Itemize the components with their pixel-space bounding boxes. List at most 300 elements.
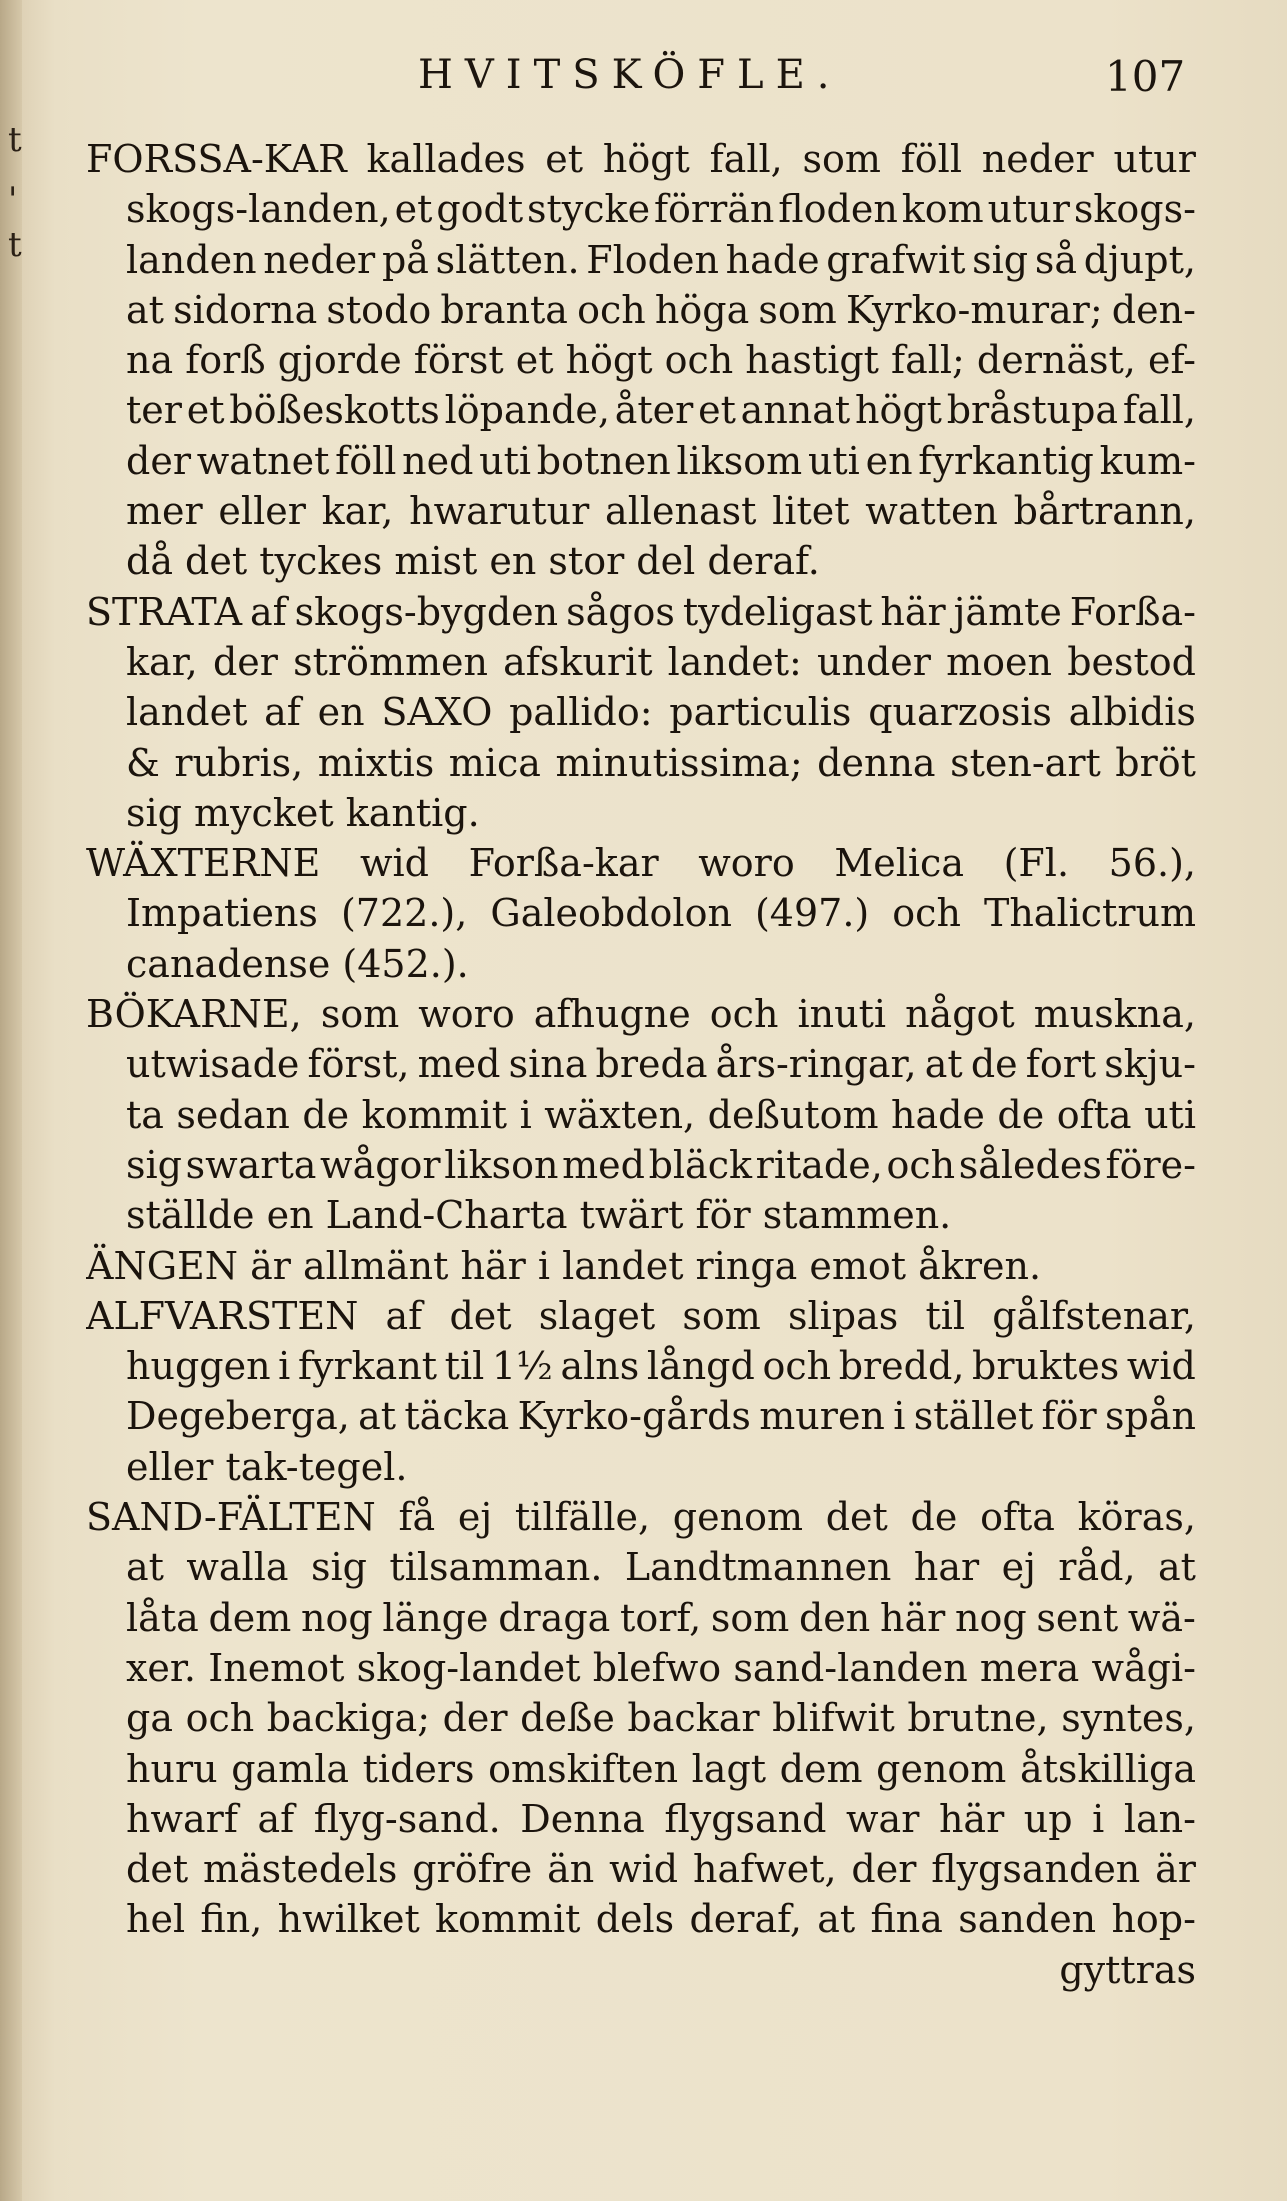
text-line (86, 687, 1196, 737)
word: STRATA (86, 589, 243, 634)
word: neder (981, 137, 1094, 181)
word: pallido: (509, 690, 653, 735)
word: ef- (1147, 338, 1196, 383)
word: kommit (435, 1897, 581, 1942)
word: tiders (362, 1746, 475, 1791)
word: utwisade (126, 1042, 300, 1087)
word: de (302, 1092, 350, 1137)
word: afskurit (503, 639, 653, 684)
word: der (212, 639, 278, 684)
word: ofta (1056, 1092, 1132, 1137)
word: gålfstenar, (992, 1293, 1196, 1338)
text-line (86, 1693, 1196, 1743)
word: sågos (566, 589, 675, 634)
text-line (86, 1341, 1196, 1391)
word: mästedels (202, 1847, 398, 1892)
word: högt (565, 338, 653, 383)
word: den (798, 1595, 871, 1640)
word: watnet (196, 438, 330, 483)
word: ned (402, 438, 474, 483)
word: WÄXTERNE (86, 841, 321, 886)
page-gutter (0, 0, 22, 2201)
word: deße (520, 1696, 615, 1741)
word: til (925, 1293, 966, 1338)
word: FORSSA-KAR (86, 137, 347, 181)
word: bredd, (838, 1344, 965, 1389)
word: de (970, 1042, 1018, 1087)
word: här (879, 1595, 946, 1640)
word: här (880, 589, 946, 634)
word: nog (954, 1595, 1027, 1640)
text-line (86, 1945, 1196, 1995)
word: lan- (1123, 1796, 1196, 1841)
word: breda (595, 1042, 708, 1087)
word: Galeobdolon (490, 891, 732, 936)
word: låta (126, 1595, 199, 1640)
word: Inemot (208, 1645, 345, 1690)
word: fyrkant (297, 1344, 438, 1389)
word: af (264, 690, 301, 735)
word: nog (301, 1595, 373, 1640)
word: sig (310, 1545, 367, 1590)
word: dem (208, 1595, 292, 1640)
text-line (86, 1241, 1196, 1291)
word: fort (1025, 1042, 1097, 1087)
word: bråstupa (946, 388, 1119, 433)
word: stodo (326, 287, 432, 332)
word: alns (560, 1344, 640, 1389)
word: et (545, 137, 584, 181)
word: wågor (320, 1142, 441, 1187)
text-line (86, 1291, 1196, 1341)
word: syntes, (1061, 1696, 1196, 1741)
word: ej (457, 1495, 493, 1540)
word: stället (913, 1394, 1034, 1439)
text-line (86, 989, 1196, 1039)
word: långd (646, 1344, 755, 1389)
catchword: gyttras (1059, 1947, 1196, 1992)
line-text: eller tak-tegel. (126, 1444, 408, 1489)
word: gamla (231, 1746, 350, 1791)
word: war (846, 1796, 920, 1841)
word: albidis (1068, 690, 1196, 735)
word: wä- (1127, 1595, 1196, 1640)
word: ritade, (755, 1142, 883, 1187)
word: annat (740, 388, 851, 433)
word: stycke (527, 187, 651, 232)
word: hwilket (277, 1897, 420, 1942)
word: BÖKARNE, (86, 992, 302, 1037)
word: at (1157, 1545, 1196, 1590)
word: (722.), (340, 891, 468, 936)
word: kallades (366, 137, 526, 181)
word: quarzosis (868, 690, 1052, 735)
page-header (0, 52, 1287, 112)
word: wäxten, (544, 1092, 696, 1137)
word: Kyrko-murar; (846, 287, 1103, 332)
line-text: ställde en Land-Charta twärt för stammen. (126, 1193, 952, 1238)
word: så (1034, 237, 1077, 282)
word: bruktes (972, 1344, 1120, 1389)
line-text: canadense (452.). (126, 941, 469, 986)
word: således (958, 1142, 1102, 1187)
word: torf, (620, 1595, 702, 1640)
word: föll (335, 438, 397, 483)
text-line (86, 637, 1196, 687)
word: hop- (1111, 1897, 1196, 1942)
word: Landtmannen (624, 1545, 892, 1590)
word: SAXO (381, 690, 493, 735)
word: sedan (176, 1092, 290, 1137)
word: mera (979, 1645, 1080, 1690)
word: dem (779, 1746, 863, 1791)
word: mixtis (317, 740, 435, 785)
word: och (577, 287, 646, 332)
word: gröfre (412, 1847, 533, 1892)
word: genom (672, 1495, 803, 1540)
text-line (86, 486, 1196, 536)
text-line (86, 788, 1196, 838)
text-line (86, 1140, 1196, 1190)
text-line (86, 888, 1196, 938)
word: litet (772, 489, 850, 534)
word: up (1023, 1796, 1073, 1841)
word: landet: (667, 639, 802, 684)
text-line (86, 335, 1196, 385)
word: något (905, 992, 1015, 1037)
text-line (86, 1442, 1196, 1492)
word: tilsamman. (389, 1545, 603, 1590)
word: huru (126, 1746, 218, 1791)
word: djupt, (1083, 237, 1196, 282)
word: ALFVARSTEN (86, 1293, 359, 1338)
word: fall; (891, 338, 965, 383)
word: med (562, 1142, 645, 1187)
word: wid (359, 841, 429, 886)
word: der (851, 1847, 917, 1892)
word: köras, (1077, 1495, 1196, 1540)
word: et (394, 187, 433, 232)
word: åtskilliga (1019, 1746, 1196, 1791)
word: fall, (709, 137, 783, 181)
word: blifwit (772, 1696, 895, 1741)
word: slaget (538, 1293, 656, 1338)
word: sten-art (950, 740, 1101, 785)
word: slätten. (435, 237, 580, 282)
word: bläck (648, 1142, 753, 1187)
text-line (86, 939, 1196, 989)
word: floden (778, 187, 898, 232)
word: der (126, 438, 191, 483)
word: af (250, 589, 287, 634)
word: Melica (834, 841, 964, 886)
word: Forßa-kar (468, 841, 659, 886)
text-line (86, 1894, 1196, 1944)
word: inuti (797, 992, 887, 1037)
word: 1½ (491, 1344, 553, 1389)
text-line (86, 385, 1196, 435)
word: som (320, 992, 400, 1037)
word: den- (1111, 287, 1196, 332)
word: ter (126, 388, 182, 433)
word: det (126, 1847, 189, 1892)
text-line (86, 184, 1196, 234)
word: på (381, 237, 429, 282)
word: particulis (669, 690, 852, 735)
margin-mark: ' (8, 180, 18, 220)
word: wid (609, 1847, 679, 1892)
word: hade (725, 237, 820, 282)
word: & (126, 740, 160, 785)
word: förrän (653, 187, 775, 232)
word: högt (854, 388, 942, 433)
word: blefwo (592, 1645, 722, 1690)
word: löpande, (444, 388, 610, 433)
word: forß (185, 338, 266, 383)
word: Forßa- (1069, 589, 1196, 634)
word: kar, (321, 489, 394, 534)
word: en (317, 690, 365, 735)
word: fyrkantig (918, 438, 1094, 483)
word: sidorna (173, 287, 318, 332)
word: i (893, 1394, 906, 1439)
word: bestod (1067, 639, 1196, 684)
word: högt (602, 137, 690, 181)
word: hade (890, 1092, 985, 1137)
word: uti (1144, 1092, 1196, 1137)
word: (Fl. (1003, 841, 1070, 886)
word: först (413, 338, 504, 383)
text-line (86, 1190, 1196, 1240)
word: minutissima; (555, 740, 803, 785)
text-line (86, 1492, 1196, 1542)
text-line (86, 436, 1196, 486)
word: watten (865, 489, 998, 534)
word: i (519, 1092, 532, 1137)
word: afhugne (533, 992, 691, 1037)
word: skju- (1104, 1042, 1196, 1087)
word: af (385, 1293, 423, 1338)
word: et (186, 388, 225, 433)
word: at (924, 1042, 963, 1087)
word: sina (508, 1042, 588, 1087)
word: åter (614, 388, 694, 433)
word: backiga; (266, 1696, 431, 1741)
word: Kyrko-gårds (517, 1394, 751, 1439)
text-line (86, 1643, 1196, 1693)
word: wågi- (1091, 1645, 1196, 1690)
word: det (825, 1495, 888, 1540)
word: wid (1126, 1344, 1196, 1389)
word: at (817, 1897, 856, 1942)
word: ej (1001, 1545, 1036, 1590)
page-number: 107 (1105, 52, 1186, 101)
word: det (449, 1293, 512, 1338)
word: huggen (126, 1344, 271, 1389)
word: jämte (953, 589, 1062, 634)
word: hwarf (126, 1796, 238, 1841)
word: täcka (404, 1394, 510, 1439)
word: länge (382, 1595, 489, 1640)
margin-mark: t (8, 225, 22, 265)
word: xer. (126, 1645, 196, 1690)
word: under (817, 639, 931, 684)
word: Floden (586, 237, 719, 282)
running-title: HVITSKÖFLE. (418, 52, 842, 98)
word: råd, (1058, 1545, 1136, 1590)
word: uti (479, 438, 532, 483)
word: hel (126, 1897, 186, 1942)
word: SAND-FÄLTEN (86, 1495, 376, 1540)
word: et (515, 338, 554, 383)
word: en (865, 438, 913, 483)
word: skogs-landen, (126, 187, 391, 232)
word: deraf, (689, 1897, 802, 1942)
line-text: ÄNGEN är allmänt här i landet ringa emot åkren. (86, 1243, 1042, 1288)
word: muskna, (1033, 992, 1196, 1037)
word: först, (307, 1042, 410, 1087)
text-line (86, 1039, 1196, 1089)
word: hwarutur (409, 489, 590, 534)
text-line (86, 1542, 1196, 1592)
text-line (86, 1744, 1196, 1794)
word: til (444, 1344, 485, 1389)
word: spån (1104, 1394, 1196, 1439)
word: mica (448, 740, 541, 785)
word: uti (807, 438, 860, 483)
word: är (1155, 1847, 1196, 1892)
word: omskiften (488, 1746, 679, 1791)
word: kom (901, 187, 984, 232)
word: likson (444, 1142, 559, 1187)
text-line (86, 134, 1196, 184)
word: neder (263, 237, 376, 282)
text-line (86, 1593, 1196, 1643)
word: än (547, 1847, 595, 1892)
word: moen (946, 639, 1053, 684)
word: höga (654, 287, 750, 332)
word: i (1092, 1796, 1105, 1841)
word: utur (987, 187, 1070, 232)
word: 56.), (1108, 841, 1196, 886)
word: strömmen (293, 639, 488, 684)
word: de (910, 1495, 958, 1540)
word: sig (126, 1142, 182, 1187)
word: fin, (200, 1897, 263, 1942)
word: dels (595, 1897, 675, 1942)
word: och (709, 992, 779, 1037)
word: har (913, 1545, 980, 1590)
word: branta (440, 287, 568, 332)
word: denna (817, 740, 936, 785)
line-text: sig mycket kantig. (126, 790, 480, 835)
word: woro (418, 992, 515, 1037)
text-line (86, 235, 1196, 285)
word: föll (900, 137, 962, 181)
word: kum- (1099, 438, 1196, 483)
word: woro (698, 841, 795, 886)
word: draga (498, 1595, 611, 1640)
text-line (86, 838, 1196, 888)
word: flygsanden (931, 1847, 1141, 1892)
word: och (762, 1344, 832, 1389)
word: liksom (676, 438, 803, 483)
word: som (802, 137, 881, 181)
word: de (997, 1092, 1045, 1137)
word: Denna (520, 1796, 645, 1841)
word: flyg-sand. (313, 1796, 501, 1841)
word: swarta (185, 1142, 317, 1187)
word: och (185, 1696, 255, 1741)
word: godt (436, 187, 524, 232)
word: genom (876, 1746, 1007, 1791)
word: kar, (126, 639, 198, 684)
margin-mark: t (8, 120, 22, 160)
text-line (86, 1090, 1196, 1140)
word: grafwit (826, 237, 966, 282)
word: ta (126, 1092, 164, 1137)
word: af (257, 1796, 295, 1841)
text-line (86, 1794, 1196, 1844)
text-line (86, 1844, 1196, 1894)
word: sanden (958, 1897, 1097, 1942)
word: at (126, 1545, 164, 1590)
word: för (1041, 1394, 1097, 1439)
word: före- (1105, 1142, 1196, 1187)
word: at (358, 1394, 397, 1439)
word: Degeberga, (126, 1394, 350, 1439)
word: års-ringar, (715, 1042, 917, 1087)
word: gjorde (277, 338, 402, 383)
word: na (126, 338, 174, 383)
word: fina (870, 1897, 943, 1942)
word: skog-landet (356, 1645, 581, 1690)
word: och (664, 338, 734, 383)
word: sent (1036, 1595, 1119, 1640)
word: få (398, 1495, 436, 1540)
word: backar (627, 1696, 760, 1741)
word: flygsand (664, 1796, 827, 1841)
word: brutne, (907, 1696, 1049, 1741)
word: hastigt (745, 338, 879, 383)
word: i (278, 1344, 291, 1389)
word: deßutom (707, 1092, 879, 1137)
word: och (892, 891, 961, 936)
word: allenast (605, 489, 757, 534)
word: muren (759, 1394, 885, 1439)
word: botnen (536, 438, 671, 483)
word: utur (1113, 137, 1196, 181)
word: eller (218, 489, 306, 534)
word: landen (126, 237, 257, 282)
text-line (86, 587, 1196, 637)
word: dernäst, (976, 338, 1136, 383)
word: at (126, 287, 164, 332)
text-line (86, 536, 1196, 586)
word: ofta (980, 1495, 1055, 1540)
word: som (710, 1595, 790, 1640)
word: tydeligast (682, 589, 873, 634)
word: bröt (1115, 740, 1196, 785)
word: rubris, (174, 740, 304, 785)
word: (497.) (754, 891, 870, 936)
word: der (442, 1696, 508, 1741)
word: ga (126, 1696, 173, 1741)
word: sig (972, 237, 1029, 282)
word: hafwet, (692, 1847, 837, 1892)
word: här (938, 1796, 1005, 1841)
word: bårtrann, (1013, 489, 1196, 534)
